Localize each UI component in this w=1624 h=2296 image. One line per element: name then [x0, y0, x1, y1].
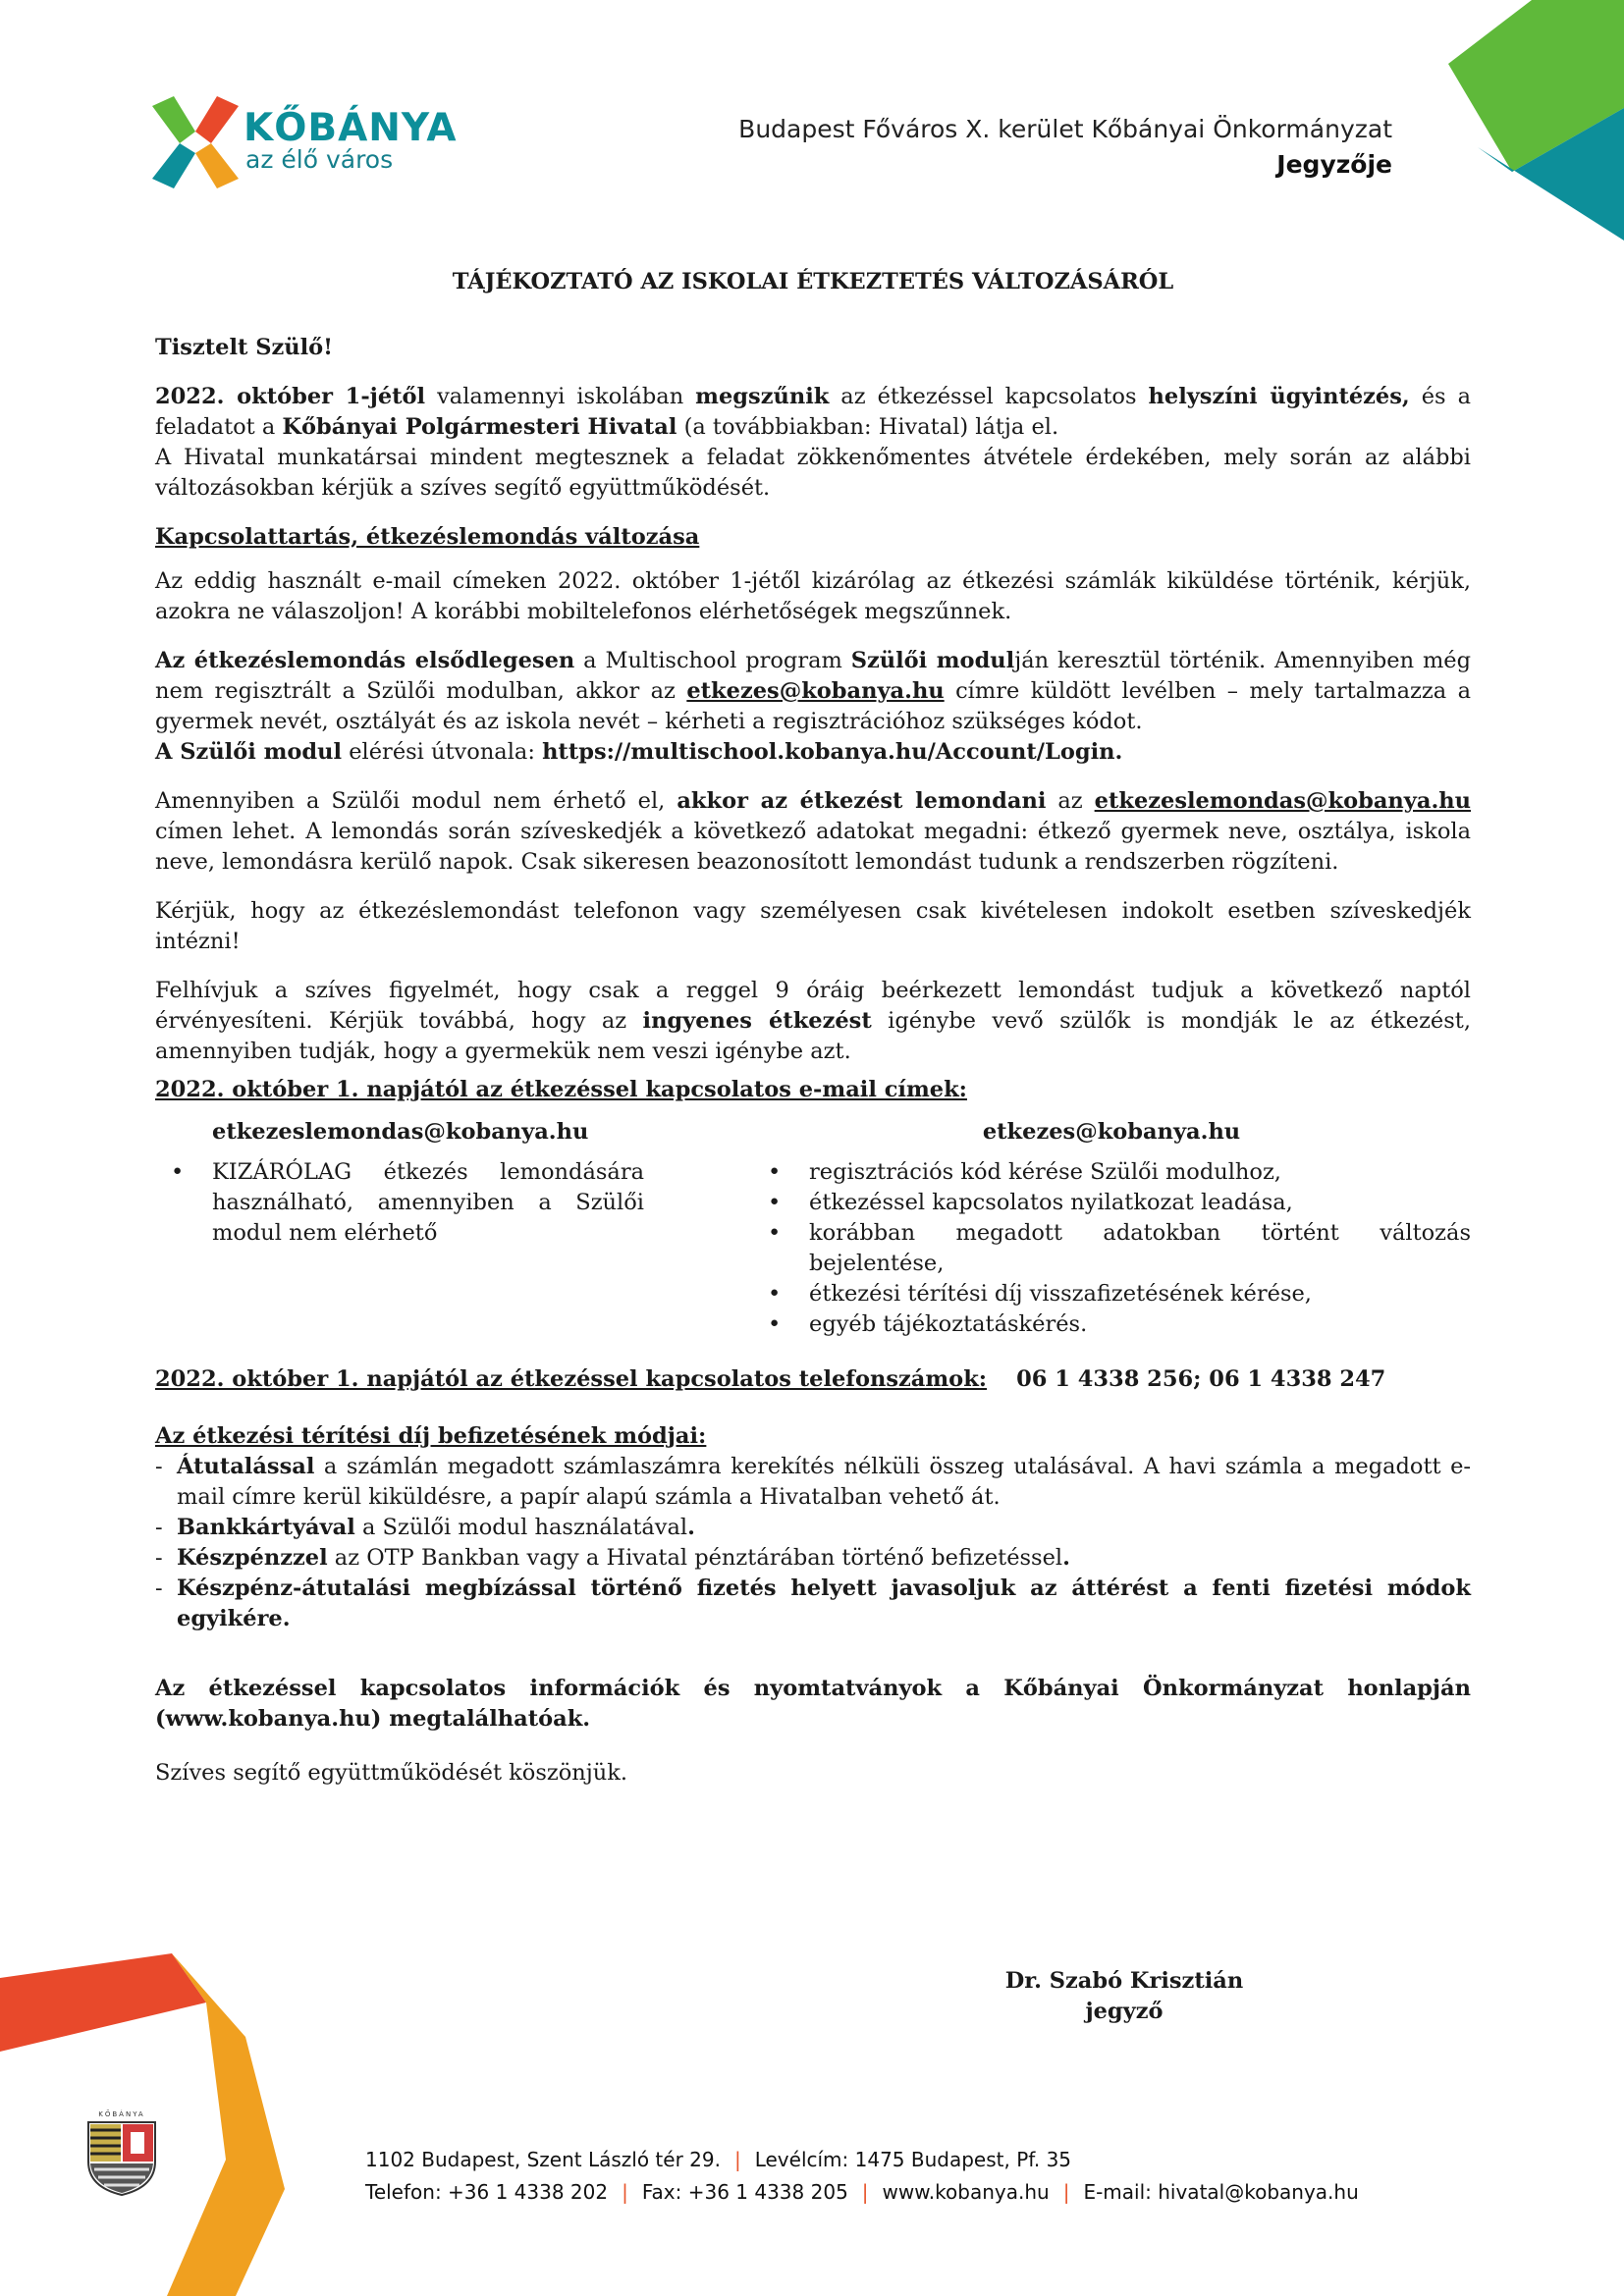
signature-block	[982, 1966, 1267, 2027]
footer-address: 1102 Budapest, Szent László tér 29.	[365, 2148, 721, 2171]
intro-paragraph-2: A Hivatal munkatársai mindent megtesznek a feladat zökkenőmentes átvétele érdekében, mely során az alábbi változásokban kérjük a szíves segítő együttműködését.	[155, 445, 1471, 501]
signatory-name: Dr. Szabó Krisztián	[1004, 1968, 1244, 1994]
email-columns	[155, 1117, 1471, 1340]
footer-phone: Telefon: +36 1 4338 202	[365, 2180, 609, 2204]
list-item: • étkezéssel kapcsolatos nyilatkozat leadása,	[809, 1188, 1471, 1218]
footer-contact-line: Telefon: +36 1 4338 202 | Fax: +36 1 4338 205 | www.kobanya.hu | E-mail: hivatal@kobanya.hu	[365, 2180, 1359, 2204]
info-paragraph: Az étkezéssel kapcsolatos információk és nyomtatványok a Kőbányai Önkormányzat honlapján (www.kobanya.hu) megtalálhatóak.	[155, 1676, 1471, 1732]
section-heading-emails: 2022. október 1. napjától az étkezéssel kapcsolatos e-mail címek:	[155, 1077, 967, 1102]
email-etkezes-list	[752, 1157, 1471, 1340]
list-item: • egyéb tájékoztatáskérés.	[809, 1309, 1471, 1340]
paragraph-deadline: Felhívjuk a szíves figyelmét, hogy csak a reggel 9 óráig beérkezett lemondást tudjuk a következő naptól érvényesíteni. Kérjük továbbá, hogy az ingyenes étkezést igénybe vevő szülők is mondják le az étkezést, amennyiben tudják, hogy a gyermekük nem veszi igénybe azt.	[155, 978, 1471, 1064]
footer-mail-address: Levélcím: 1475 Budapest, Pf. 35	[754, 2148, 1072, 2171]
document-title: TÁJÉKOZTATÓ AZ ISKOLAI ÉTKEZTETÉS VÁLTOZÁSÁRÓL	[452, 269, 1174, 294]
payment-methods-list	[155, 1452, 1471, 1634]
paragraph-email-change: Az eddig használt e-mail címeken 2022. október 1-jétől kizárólag az étkezési számlák kiküldése történik, kérjük, azokra ne válaszoljon! A korábbi mobiltelefonos elérhetőségek megszűnnek.	[155, 568, 1471, 624]
section-heading-contact: Kapcsolattartás, étkezéslemondás változása	[155, 524, 700, 550]
payment-method-postal: - Készpénz-átutalási megbízással történő fizetés helyett javasoljuk az áttérést a fenti fizetési módok egyikére.	[177, 1574, 1471, 1634]
email-link-etkezes[interactable]: etkezes@kobanya.hu	[686, 678, 945, 704]
list-item: • étkezési térítési díj visszafizetésének kérése,	[809, 1279, 1471, 1309]
letter-body	[155, 267, 1471, 1807]
coat-of-arms-icon	[84, 2118, 159, 2197]
phone-numbers-value: 06 1 4338 256; 06 1 4338 247	[1016, 1366, 1386, 1392]
paragraph-cancel-email: Amennyiben a Szülői modul nem érhető el, akkor az étkezést lemondani az etkezeslemondas@kobanya.hu címen lehet. A lemondás során szíveskedjék a következő adatokat megadni: étkező gyermek neve, osztálya, iskola neve, lemondásra kerülő napok. Csak sikeresen beazonosított lemondást tudunk a rendszerben rögzíteni.	[155, 788, 1471, 875]
brand-tagline: az élő város	[245, 145, 394, 174]
intro-paragraph: 2022. október 1-jétől valamennyi iskolában megszűnik az étkezéssel kapcsolatos helyszíni ügyintézés, és a feladatot a Kőbányai Polgármesteri Hivatal (a továbbiakban: Hivatal) látja el.	[155, 384, 1471, 440]
authority-title: Jegyzője	[1276, 150, 1392, 179]
payment-method-card: - Bankkártyával a Szülői modul használatával.	[177, 1513, 1471, 1543]
module-url-link[interactable]: https://multischool.kobanya.hu/Account/Login.	[542, 739, 1123, 765]
email-address-etkezes: etkezes@kobanya.hu	[982, 1119, 1241, 1145]
footer-fax: Fax: +36 1 4338 205	[641, 2180, 848, 2204]
coat-of-arms	[84, 2110, 159, 2201]
section-heading-payment: Az étkezési térítési díj befizetésének módjai:	[155, 1423, 707, 1449]
crest-label: KŐBÁNYA	[98, 2110, 145, 2118]
list-item: • regisztrációs kód kérése Szülői modulhoz,	[809, 1157, 1471, 1188]
payment-method-transfer: - Átutalással a számlán megadott számlaszámra kerekítés nélküli összeg utalásával. A havi számla a megadott e-mail címre kerül kiküldésre, a papír alapú számla a Hivatalban vehető át.	[177, 1452, 1471, 1513]
ribbon-red-bottom	[0, 1953, 206, 2052]
footer-web-link[interactable]: www.kobanya.hu	[882, 2180, 1050, 2204]
thanks-paragraph: Szíves segítő együttműködését köszönjük.	[155, 1760, 628, 1786]
list-item: • korábban megadott adatokban történt változás bejelentése,	[809, 1218, 1471, 1279]
signatory-role: jegyző	[1085, 1999, 1164, 2024]
email-link-lemondas[interactable]: etkezeslemondas@kobanya.hu	[1094, 788, 1471, 814]
email-lemondas-list	[155, 1157, 644, 1249]
greeting: Tisztelt Szülő!	[155, 335, 334, 360]
email-column-etkezes	[752, 1117, 1471, 1340]
email-column-lemondas	[155, 1117, 644, 1340]
kobanya-logo-icon	[152, 88, 239, 196]
paragraph-module-url: A Szülői modul elérési útvonala: https://multischool.kobanya.hu/Account/Login.	[155, 739, 1123, 765]
paragraph-parent-module: Az étkezéslemondás elsődlegesen a Multischool program Szülői modulján keresztül történik. Amennyiben még nem regisztrált a Szülői modulban, akkor az etkezes@kobanya.hu címre küldött levélben – mely tartalmazza a gyermek nevét, osztályát és az iskola nevét – kérheti a regisztrációhoz szükséges kódot.	[155, 648, 1471, 734]
authority-line: Budapest Főváros X. kerület Kőbányai Önkormányzat	[738, 115, 1392, 143]
email-address-lemondas: etkezeslemondas@kobanya.hu	[212, 1119, 589, 1145]
payment-method-cash: - Készpénzzel az OTP Bankban vagy a Hivatal pénztárában történő befizetéssel.	[177, 1543, 1471, 1574]
footer-address-line: 1102 Budapest, Szent László tér 29. | Levélcím: 1475 Budapest, Pf. 35	[365, 2148, 1072, 2171]
footer-email-link[interactable]: E-mail: hivatal@kobanya.hu	[1083, 2180, 1359, 2204]
phone-numbers	[155, 1364, 1471, 1395]
paragraph-phone-notice: Kérjük, hogy az étkezéslemondást telefonon vagy személyesen csak kivételesen indokolt esetben szíveskedjék intézni!	[155, 898, 1471, 954]
brand-name: KŐBÁNYA	[244, 106, 458, 150]
phone-numbers-label: 2022. október 1. napjától az étkezéssel kapcsolatos telefonszámok:	[155, 1366, 988, 1392]
list-item: • KIZÁRÓLAG étkezés lemondására használható, amennyiben a Szülői modul nem elérhető	[212, 1157, 644, 1249]
